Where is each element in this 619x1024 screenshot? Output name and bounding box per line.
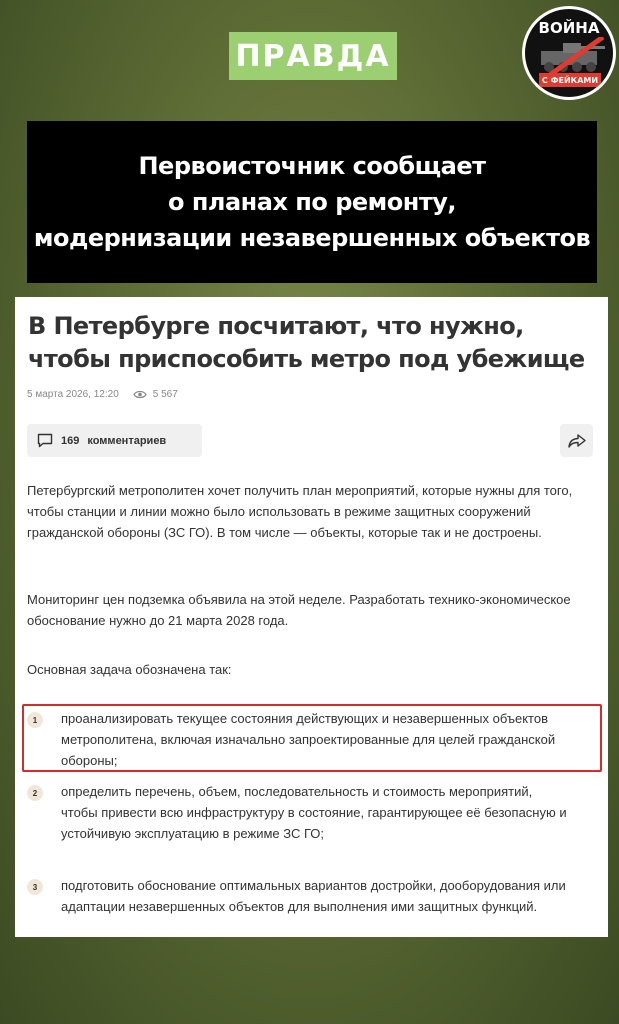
headline-line: модернизации незавершенных объектов: [33, 224, 591, 252]
comments-label: комментариев: [87, 434, 167, 447]
share-button[interactable]: [560, 424, 593, 457]
views-counter: [133, 389, 178, 400]
voyna-s-feikami-logo: [522, 6, 616, 100]
share-icon: [568, 434, 586, 448]
headline-line: Первоисточник сообщает: [138, 152, 486, 180]
list-text: подготовить обоснование оптимальных вариантов достройки, дооборудования или адаптации незавершенных объектов для выполнения ими защитных функций.: [61, 878, 566, 914]
article-screenshot: [15, 297, 608, 937]
list-number: 3: [27, 879, 43, 895]
article-paragraph: Основная задача обозначена так:: [27, 662, 232, 677]
logo-emblem-icon: [533, 37, 611, 77]
article-paragraph: Мониторинг цен подземка объявила на этой неделе. Разработать технико-экономическое обоснование нужно до 21 марта 2028 года.: [27, 592, 571, 628]
list-item: [27, 781, 597, 844]
list-number: 1: [27, 712, 43, 728]
pravda-badge: ПРАВДА: [229, 32, 397, 80]
highlight-frame: [22, 704, 602, 772]
eye-icon: [133, 390, 147, 399]
list-item: [27, 875, 597, 917]
list-text: определить перечень, объем, последовательность и стоимость мероприятий, чтобы привести всю инфраструктуру в состояние, гарантирующее её безопасную и устойчивую эксплуатацию в режиме ЗС ГО;: [61, 784, 567, 841]
comments-button[interactable]: [27, 424, 202, 457]
list-number: 2: [27, 785, 43, 801]
comments-count: 169: [61, 434, 80, 447]
headline-line: о планах по ремонту,: [167, 188, 457, 216]
article-date: 5 марта 2026, 12:20: [27, 389, 119, 400]
list-text: проанализировать текущее состояния действующих и незавершенных объектов метрополитена, включая изначально запроектированные для целей гражданской обороны;: [61, 711, 556, 768]
article-title: В Петербурге посчитают, что нужно, чтобы приспособить метро под убежище: [28, 312, 585, 373]
logo-top-text: ВОЙНА: [538, 19, 600, 37]
views-count: 5 567: [152, 389, 178, 400]
comment-icon: [37, 433, 53, 448]
logo-bottom-text: С ФЕЙКАМИ: [539, 73, 601, 87]
article-paragraph: Петербургский метрополитен хочет получить план мероприятий, которые нужны для того, чтобы станции и линии можно было использовать в режиме защитных сооружений гражданской обороны (ЗС ГО). В том числе — объекты, которые так и не достроены.: [27, 483, 573, 540]
article-meta: [27, 389, 178, 400]
headline-box: [27, 121, 597, 283]
